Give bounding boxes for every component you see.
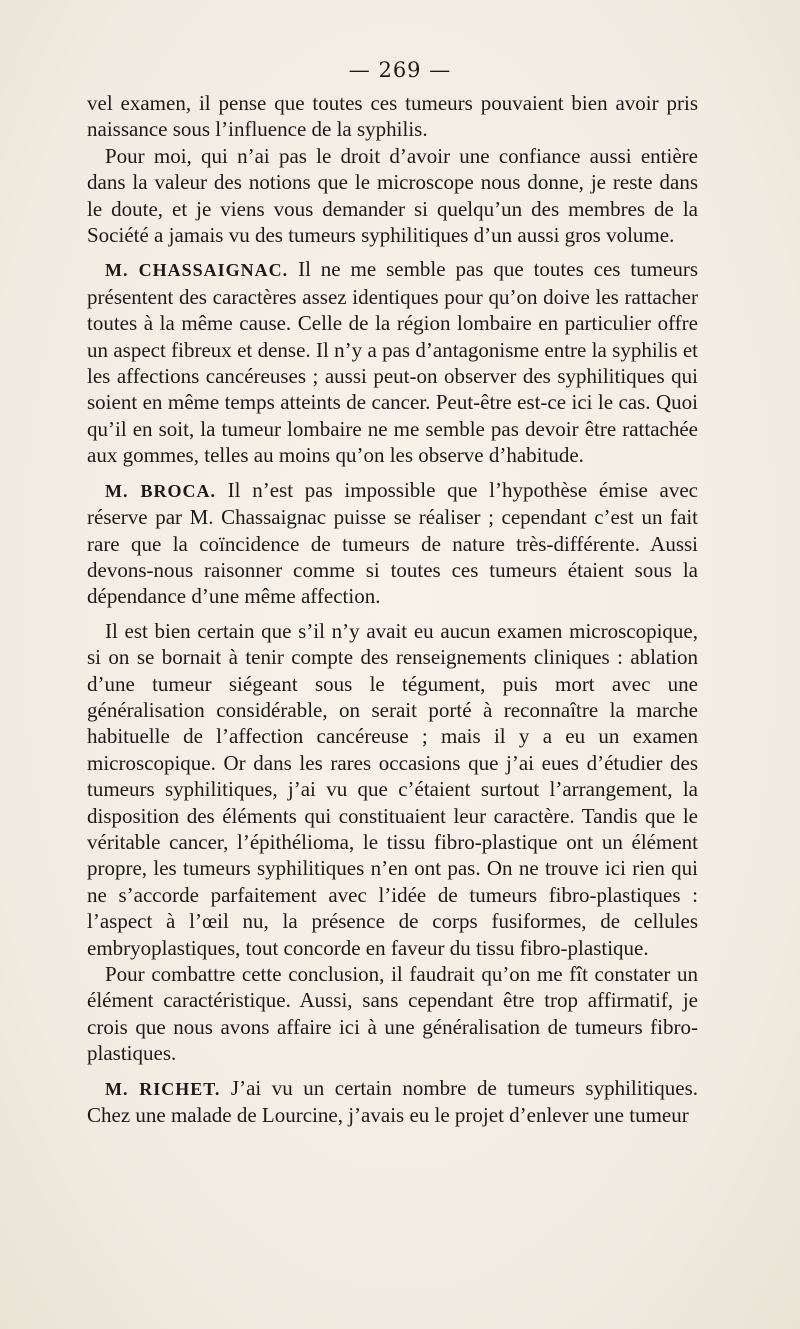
paragraph-richet xyxy=(87,1075,698,1129)
page-number: — 269 — xyxy=(348,58,452,82)
paragraph: Pour moi, qui n’ai pas le droit d’avoir une confiance aussi entière dans la valeur des notions que le microscope nous donne, je reste dans le doute, et je viens vous demander si quelqu’un des membres de la Société a jamais vu des tumeurs syphilitiques d’un aussi gros volume. xyxy=(87,143,698,248)
paragraph: Il est bien certain que s’il n’y avait eu aucun examen microscopique, si on se bornait à tenir compte des renseignements cliniques : ablation d’une tumeur siégeant sous le tégument, puis mort avec une généralisation considérable, on serait porté à reconnaître la marche habituelle de l’affection cancéreuse ; mais il y a eu un examen microscopique. Or dans les rares occasions que j’ai eues d’étudier des tumeurs syphilitiques, j’ai vu que c’étaient surtout l’arrangement, la disposition des éléments qui constituaient leur caractère. Tandis que le véritable cancer, l’épithélioma, le tissu fibro-plastique ont un élément propre, les tumeurs syphilitiques n’en ont pas. On ne trouve ici rien qui ne s’accorde parfaitement avec l’idée de tumeurs fibro-plastiques : l’aspect à l’œil nu, la présence de corps fusiformes, de cellules embryoplastiques, tout concorde en faveur du tissu fibro-plastique. xyxy=(87,618,698,960)
paragraph-broca xyxy=(87,477,698,610)
paragraph: Pour combattre cette conclusion, il faudrait qu’on me fît constater un élément caractéristique. Aussi, sans cependant être trop affirmatif, je crois que nous avons affaire ici à une généralisation de tumeurs fibro-plastiques. xyxy=(87,962,698,1066)
paragraph-chassaignac xyxy=(87,256,698,468)
speaker-name: M. BROCA. xyxy=(105,480,216,501)
speaker-name: M. RICHET. xyxy=(105,1078,221,1099)
paragraph-text: Il n’est pas impossible que l’hypothèse émise avec réserve par M. Chassaignac puisse se réaliser ; cependant c’est un fait rare que la coïncidence de tumeurs de nature très-différente. Aussi devons-nous raisonner comme si toutes ces tumeurs étaient sous la dépendance d’une même affection. xyxy=(87,477,699,609)
paragraph-text: J’ai vu un certain nombre de tumeurs syphilitiques. Chez une malade de Lourcine, j’avais eu le projet d’enlever une tumeur xyxy=(87,1075,699,1128)
paragraph: vel examen, il pense que toutes ces tumeurs pouvaient bien avoir pris naissance sous l’influence de la syphilis. xyxy=(87,91,698,142)
speaker-name: M. CHASSAIGNAC. xyxy=(105,260,289,281)
paragraph-text: Il ne me semble pas que toutes ces tumeurs présentent des caractères assez identiques pour qu’on doive les rattacher toutes à la même cause. Celle de la région lombaire en particulier offre un aspect fibreux et dense. Il n’y a pas d’antagonisme entre la syphilis et les affections cancéreuses ; aussi peut-on observer des syphilitiques qui soient en même temps atteints de cancer. Peut-être est-ce ici le cas. Quoi qu’il en soit, la tumeur lombaire ne me semble pas devoir être rattachée aux gommes, telles au moins qu’on les observe d’habitude. xyxy=(87,257,699,468)
body-text xyxy=(87,90,698,1128)
